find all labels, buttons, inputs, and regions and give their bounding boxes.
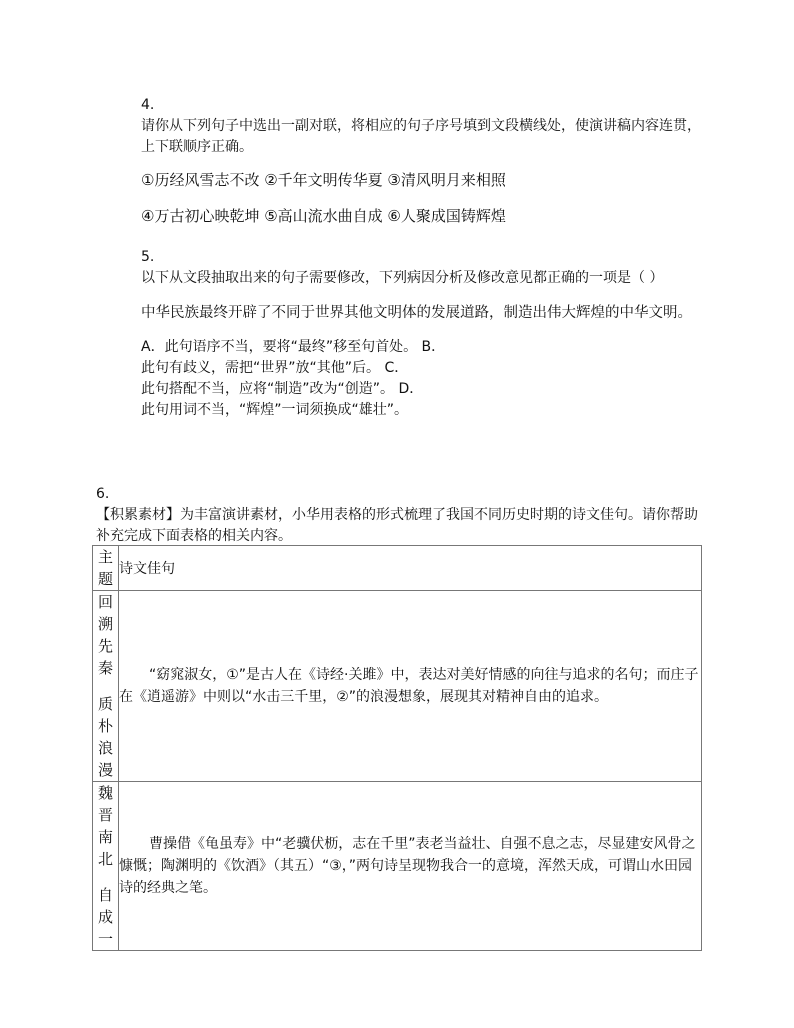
question-6-number: 6. <box>96 486 110 502</box>
table-header-content: 诗文佳句 <box>119 546 702 591</box>
topic-char: 魏 <box>97 784 113 802</box>
topic-char: 秦 <box>97 659 113 677</box>
table-row-topic <box>93 591 119 782</box>
topic-char: 一 <box>97 930 113 948</box>
question-4-options-row-1: ①历经风雪志不改 ②千年文明传华夏 ③清风明月来相照 <box>141 171 506 189</box>
topic-char: 南 <box>97 828 113 846</box>
question-4 <box>141 95 711 228</box>
question-5-choices <box>141 337 711 421</box>
question-6-prompt: 【积累素材】为丰富演讲素材，小华用表格的形式梳理了我国不同历史时期的诗文佳句。请你帮助补充完成下面表格的相关内容。 <box>96 507 698 544</box>
question-5-choice-line: 此句搭配不当，应将“制造”改为“创造”。 D． <box>141 381 424 397</box>
question-5-sentence: 中华民族最终开辟了不同于世界其他文明体的发展道路，制造出伟大辉煌的中华文明。 <box>141 305 692 321</box>
topic-char: 溯 <box>97 615 113 633</box>
topic-char: 北 <box>97 850 113 868</box>
table-header-topic-text: 主题 <box>97 548 113 588</box>
table-row <box>93 591 702 782</box>
table-header-row <box>93 546 702 591</box>
topic-char: 自 <box>97 886 113 904</box>
topic-char: 朴 <box>97 717 113 735</box>
question-5-number: 5. <box>141 249 155 265</box>
table-row-content-text: 曹操借《龟虽寿》中“老骥伏枥，志在千里”表老当益壮、自强不息之志，尽显建安风骨之慷慨；陶渊明的《饮酒》（其五）“③，”两句诗呈现物我合一的意境，浑然天成，可谓山水田园诗的经典之笔。 <box>119 836 696 896</box>
topic-char: 成 <box>97 908 113 926</box>
question-4-prompt: 请你从下列句子中选出一副对联，将相应的句子序号填到文段横线处，使演讲稿内容连贯，上下联顺序正确。 <box>141 118 701 155</box>
table-row-topic <box>93 782 119 951</box>
topic-gap <box>93 679 118 693</box>
question-5-prompt: 以下从文段抽取出来的句子需要修改，下列病因分析及修改意见都正确的一项是（ ） <box>141 270 664 286</box>
table-row-content <box>119 591 702 782</box>
topic-char: 漫 <box>97 761 113 779</box>
topic-char: 晋 <box>97 806 113 824</box>
table-row-content <box>119 782 702 951</box>
question-4-number: 4. <box>141 97 155 113</box>
topic-gap <box>93 870 118 884</box>
topic-char: 回 <box>97 593 113 611</box>
poetry-table <box>92 545 702 951</box>
topic-char: 先 <box>97 637 113 655</box>
question-5-choice-line: 此句用词不当，“辉煌”一词须换成“雄壮”。 <box>141 402 409 418</box>
question-5-choice-line: 此句有歧义，需把“世界”放“其他”后。 C． <box>141 360 409 376</box>
table-row-content-text: “窈窕淑女，①”是古人在《诗经·关雎》中，表达对美好情感的向往与追求的名句；而庄子在《逍遥游》中则以“水击三千里，②”的浪漫想象，展现其对精神自由的追求。 <box>119 667 699 705</box>
question-5 <box>141 247 711 421</box>
topic-char: 浪 <box>97 739 113 757</box>
question-6 <box>96 484 708 547</box>
topic-char: 质 <box>97 695 113 713</box>
question-4-options-row-2: ④万古初心映乾坤 ⑤高山流水曲自成 ⑥人聚成国铸辉煌 <box>141 207 506 225</box>
table-header-topic <box>93 546 119 591</box>
question-5-choice-line: A．此句语序不当，要将“最终”移至句首处。 B． <box>141 339 446 355</box>
table-row <box>93 782 702 951</box>
